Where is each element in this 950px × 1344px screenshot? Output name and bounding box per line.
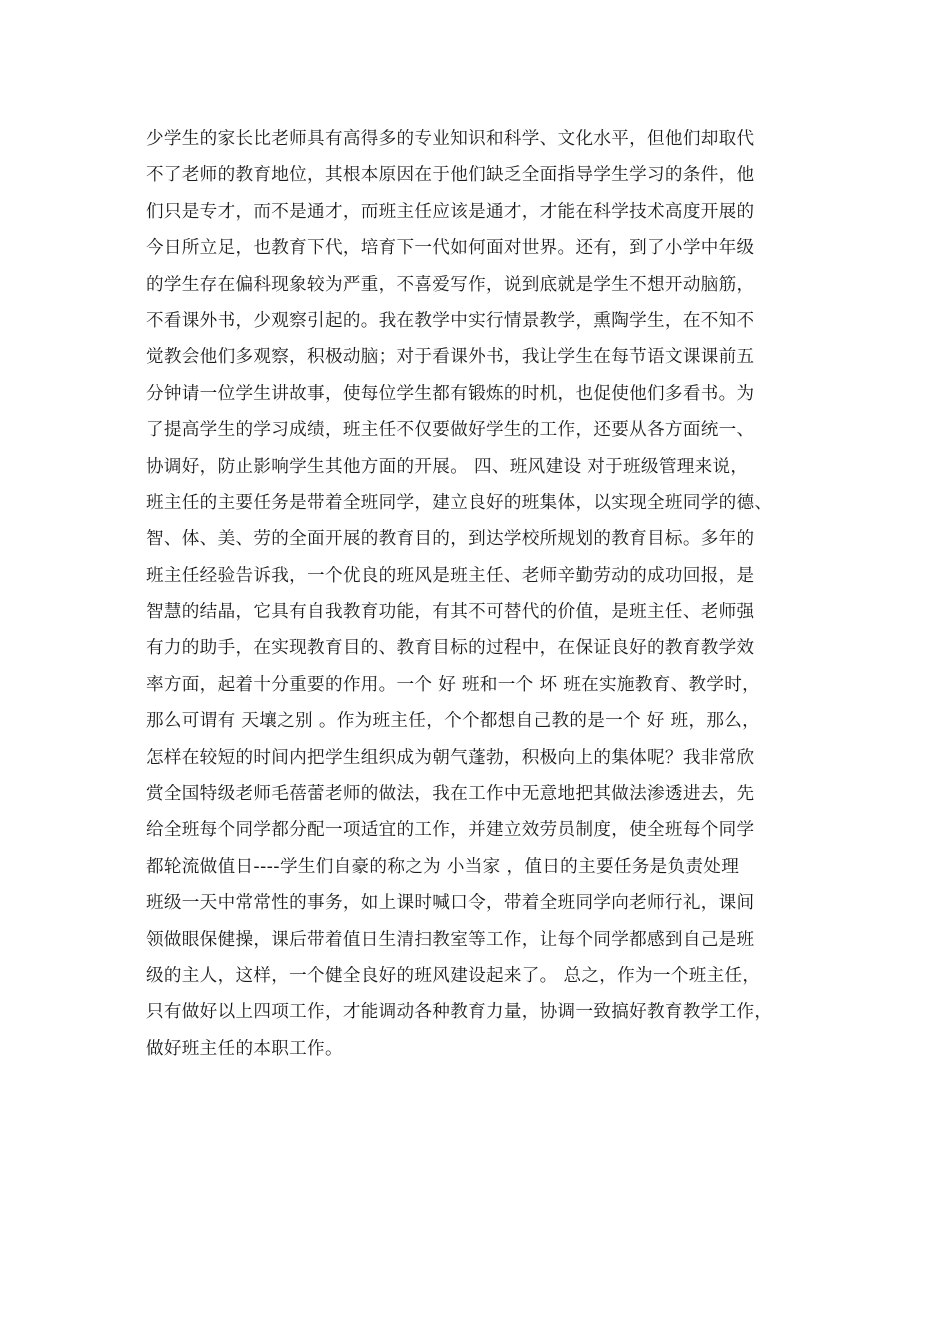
- text-line: 不看课外书，少观察引起的。我在教学中实行情景教学，熏陶学生，在不知不: [146, 310, 755, 331]
- text-line: 班主任经验告诉我，一个优良的班风是班主任、老师辛勤劳动的成功回报，是: [146, 565, 755, 586]
- text-line: 了提高学生的学习成绩，班主任不仅要做好学生的工作，还要从各方面统一、: [146, 420, 755, 441]
- text-line: 领做眼保健操，课后带着值日生清扫教室等工作，让每个同学都感到自己是班: [146, 929, 755, 950]
- text-line: 怎样在较短的时间内把学生组织成为朝气蓬勃，积极向上的集体呢？我非常欣: [146, 747, 755, 768]
- text-line: 给全班每个同学都分配一项适宜的工作，并建立效劳员制度，使全班每个同学: [146, 820, 755, 841]
- text-line: 班级一天中常常性的事务，如上课时喊口令，带着全班同学向老师行礼，课间: [146, 893, 755, 914]
- text-line: 协调好，防止影响学生其他方面的开展。 四、班风建设 对于班级管理来说，: [146, 456, 749, 477]
- text-line: 分钟请一位学生讲故事，使每位学生都有锻炼的时机，也促使他们多看书。为: [146, 383, 755, 404]
- text-line: 智慧的结晶，它具有自我教育功能，有其不可替代的价值，是班主任、老师强: [146, 602, 755, 623]
- body-text: [146, 121, 818, 1067]
- text-line: 觉教会他们多观察，积极动脑；对于看课外书，我让学生在每节语文课课前五: [146, 347, 755, 368]
- text-line: 率方面，起着十分重要的作用。一个 好 班和一个 坏 班在实施教育、教学时，: [146, 674, 761, 695]
- text-line: 的学生存在偏科现象较为严重，不喜爱写作，说到底就是学生不想开动脑筋，: [146, 274, 755, 295]
- text-line: 做好班主任的本职工作。: [146, 1038, 343, 1059]
- text-line: 今日所立足，也教育下代，培育下一代如何面对世界。还有，到了小学中年级: [146, 238, 755, 259]
- text-line: 赏全国特级老师毛蓓蕾老师的做法，我在工作中无意地把其做法渗透进去，先: [146, 784, 755, 805]
- text-line: 只有做好以上四项工作，才能调动各种教育力量，协调一致搞好教育教学工作，: [146, 1002, 773, 1023]
- text-line: 那么可谓有 天壤之别 。作为班主任，个个都想自己教的是一个 好 班，那么，: [146, 711, 761, 732]
- text-line: 有力的助手，在实现教育目的、教育目标的过程中，在保证良好的教育教学效: [146, 638, 755, 659]
- text-line: 智、体、美、劳的全面开展的教育目的，到达学校所规划的教育目标。多年的: [146, 529, 755, 550]
- text-line: 不了老师的教育地位，其根本原因在于他们缺乏全面指导学生学习的条件，他: [146, 165, 755, 186]
- text-line: 级的主人，这样，一个健全良好的班风建设起来了。 总之，作为一个班主任，: [146, 965, 761, 986]
- text-line: 都轮流做值日----学生们自豪的称之为 小当家 ，值日的主要任务是负责处理: [146, 856, 740, 877]
- text-line: 班主任的主要任务是带着全班同学，建立良好的班集体，以实现全班同学的德、: [146, 492, 773, 513]
- text-line: 少学生的家长比老师具有高得多的专业知识和科学、文化水平，但他们却取代: [146, 129, 755, 149]
- text-line: 们只是专才，而不是通才，而班主任应该是通才，才能在科学技术高度开展的: [146, 201, 755, 222]
